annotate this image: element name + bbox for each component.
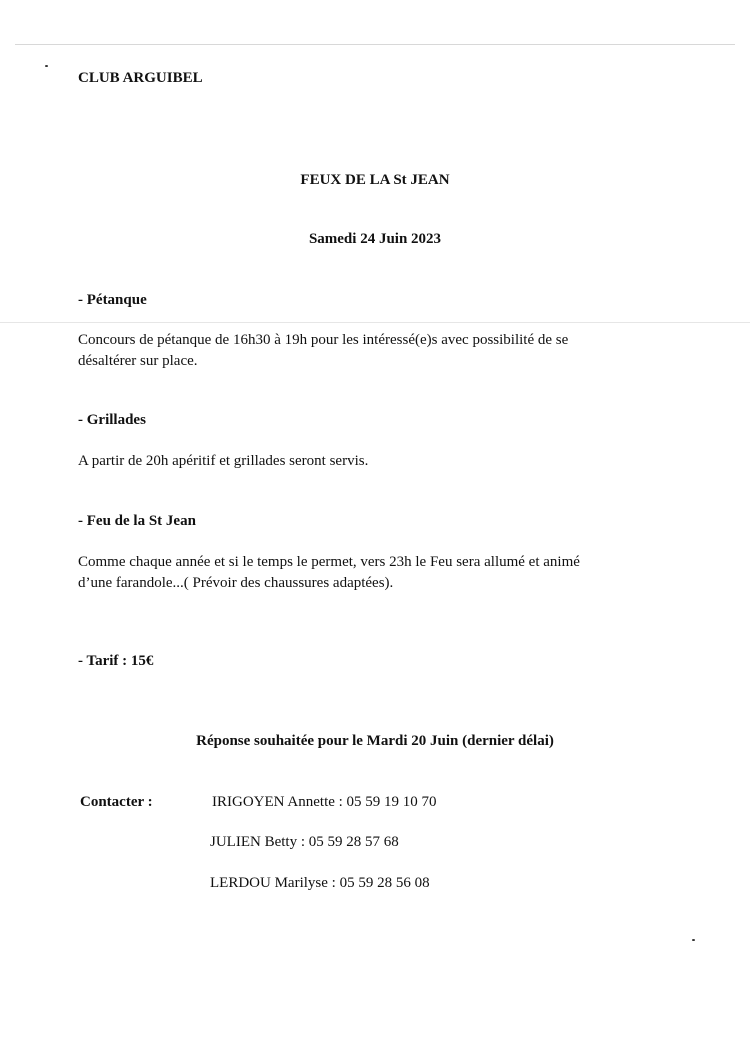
tarif: - Tarif : 15€	[78, 653, 154, 669]
scan-speck	[45, 65, 48, 67]
response-deadline: Réponse souhaitée pour le Mardi 20 Juin (dernier délai)	[196, 733, 554, 749]
scan-artifact-line	[0, 322, 750, 323]
section-text-feu-line2: d’une farandole...( Prévoir des chaussures adaptées).	[78, 575, 394, 591]
event-title: FEUX DE LA St JEAN	[300, 172, 450, 188]
contact-person: LERDOU Marilyse : 05 59 28 56 08	[210, 875, 430, 891]
section-text-petanque-line1: Concours de pétanque de 16h30 à 19h pour les intéressé(e)s avec possibilité de se	[78, 332, 569, 348]
section-heading-petanque: - Pétanque	[78, 292, 147, 308]
scan-speck	[692, 939, 695, 941]
section-text-petanque-line2: désaltérer sur place.	[78, 353, 198, 369]
event-date: Samedi 24 Juin 2023	[308, 231, 442, 247]
section-text-feu-line1: Comme chaque année et si le temps le permet, vers 23h le Feu sera allumé et animé	[78, 554, 580, 570]
contact-person: JULIEN Betty : 05 59 28 57 68	[210, 834, 399, 850]
section-heading-feu: - Feu de la St Jean	[78, 513, 196, 529]
contact-person: IRIGOYEN Annette : 05 59 19 10 70	[212, 794, 437, 810]
section-text-grillades: A partir de 20h apéritif et grillades seront servis.	[78, 453, 369, 469]
section-heading-grillades: - Grillades	[78, 412, 146, 428]
contact-label: Contacter :	[80, 794, 153, 810]
club-name: CLUB ARGUIBEL	[78, 70, 203, 86]
scan-artifact-line	[15, 44, 735, 45]
